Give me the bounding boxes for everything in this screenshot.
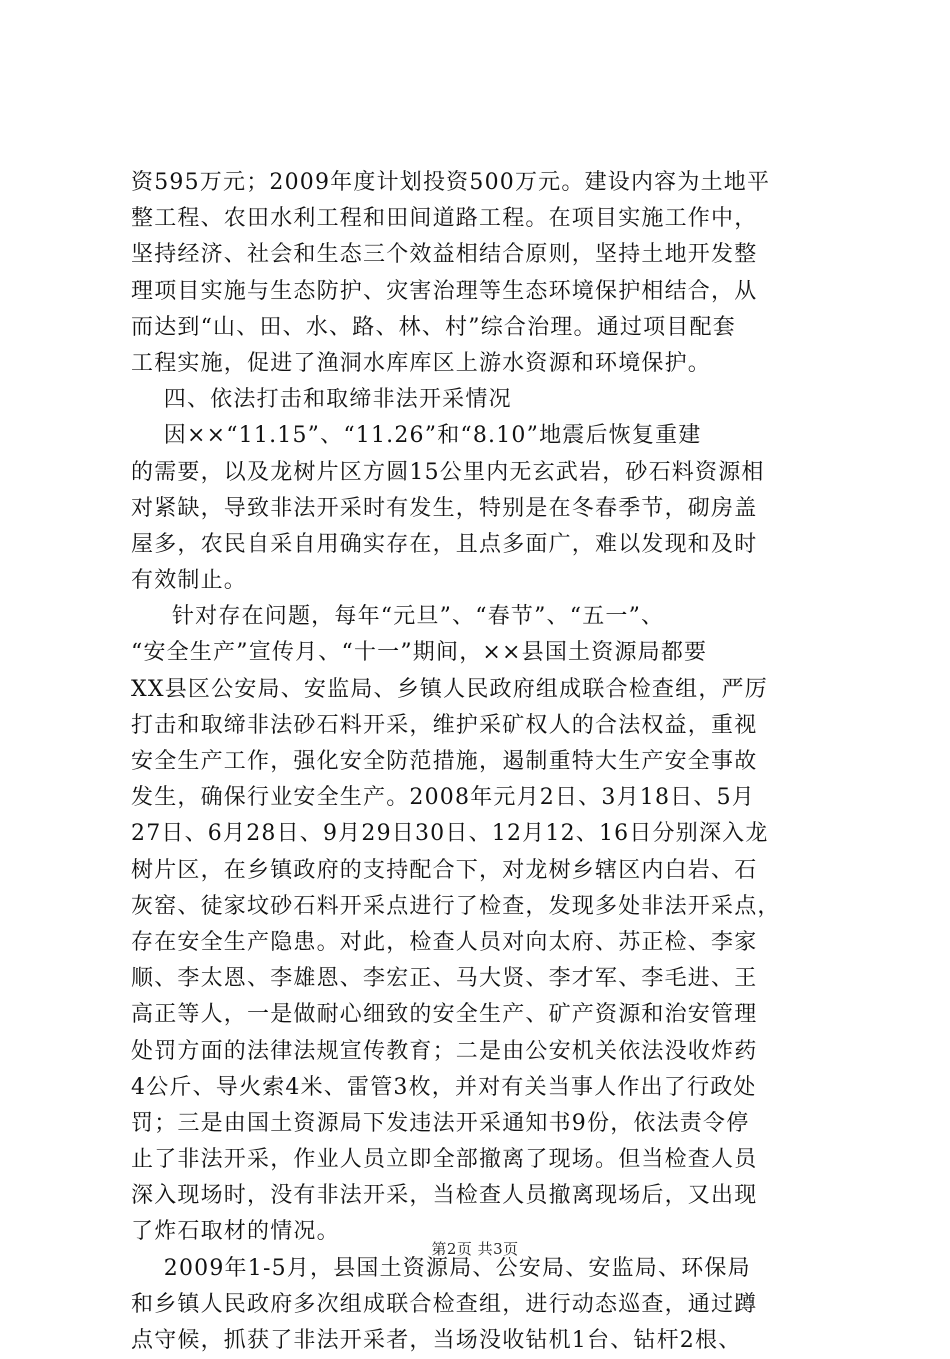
text-line: 2009年1-5月，县国土资源局、公安局、安监局、环保局	[131, 1255, 751, 1281]
text-line: 27日、6月28日、9月29日30日、12月12、16日分别深入龙	[131, 821, 769, 847]
text-line: 因××“11.15”、“11.26”和“8.10”地震后恢复重建	[131, 423, 702, 449]
text-line: 对紧缺，导致非法开采时有发生，特别是在冬春季节，砌房盖	[131, 495, 758, 521]
text-line: 针对存在问题，每年“元旦”、“春节”、“五一”、	[131, 604, 665, 630]
text-line: 存在安全生产隐患。对此，检查人员对向太府、苏正检、李家	[131, 929, 758, 955]
text-line: 四、依法打击和取缔非法开采情况	[131, 387, 512, 413]
text-line: 打击和取缔非法砂石料开采，维护采矿权人的合法权益，重视	[131, 712, 758, 738]
text-line: 有效制止。	[131, 568, 248, 594]
text-line: 止了非法开采，作业人员立即全部撤离了现场。但当检查人员	[131, 1147, 758, 1173]
text-line: 处罚方面的法律法规宣传教育；二是由公安机关依法没收炸药	[131, 1038, 758, 1064]
text-line: “安全生产”宣传月、“十一”期间，××县国土资源局都要	[131, 640, 708, 666]
text-line: 屋多，农民自采自用确实存在，且点多面广，难以发现和及时	[131, 531, 758, 557]
text-line: 4公斤、导火索4米、雷管3枚，并对有关当事人作出了行政处	[131, 1074, 757, 1100]
page-footer: 第2页 共3页	[431, 1240, 519, 1258]
text-line: 深入现场时，没有非法开采，当检查人员撤离现场后，又出现	[131, 1183, 758, 1209]
text-line: 罚；三是由国土资源局下发违法开采通知书9份，依法责令停	[131, 1110, 750, 1136]
text-line: 点守候，抓获了非法开采者，当场没收钻机1台、钻杆2根、	[131, 1328, 742, 1353]
text-line: 工程实施，促进了渔洞水库库区上游水资源和环境保护。	[131, 350, 712, 376]
text-line: 的需要，以及龙树片区方圆15公里内无玄武岩，砂石料资源相	[131, 459, 765, 485]
text-line: 灰窑、徒家坟砂石料开采点进行了检查，发现多处非法开采点，	[131, 893, 781, 919]
text-line: 顺、李太恩、李雄恩、李宏正、马大贤、李才军、李毛进、王	[131, 966, 758, 992]
text-line: 资595万元；2009年度计划投资500万元。建设内容为土地平	[131, 170, 771, 195]
text-line: 和乡镇人民政府多次组成联合检查组，进行动态巡查，通过蹲	[131, 1291, 758, 1317]
text-line: XX县区公安局、安监局、乡镇人民政府组成联合检查组，严厉	[131, 676, 768, 702]
text-line: 而达到“山、田、水、路、林、村”综合治理。通过项目配套	[131, 314, 736, 340]
text-line: 树片区，在乡镇政府的支持配合下，对龙树乡辖区内白岩、石	[131, 857, 758, 883]
text-line: 坚持经济、社会和生态三个效益相结合原则，坚持土地开发整	[131, 242, 758, 268]
text-line: 了炸石取材的情况。	[131, 1219, 340, 1245]
text-line: 发生，确保行业安全生产。2008年元月2日、3月18日、5月	[131, 785, 755, 811]
document-body	[131, 165, 831, 1359]
text-line: 高正等人，一是做耐心细致的安全生产、矿产资源和治安管理	[131, 1002, 758, 1028]
text-line: 整工程、农田水利工程和田间道路工程。在项目实施工作中，	[131, 206, 758, 232]
text-line: 安全生产工作，强化安全防范措施，遏制重特大生产安全事故	[131, 749, 758, 774]
text-line: 理项目实施与生态防护、灾害治理等生态环境保护相结合，从	[131, 278, 758, 304]
